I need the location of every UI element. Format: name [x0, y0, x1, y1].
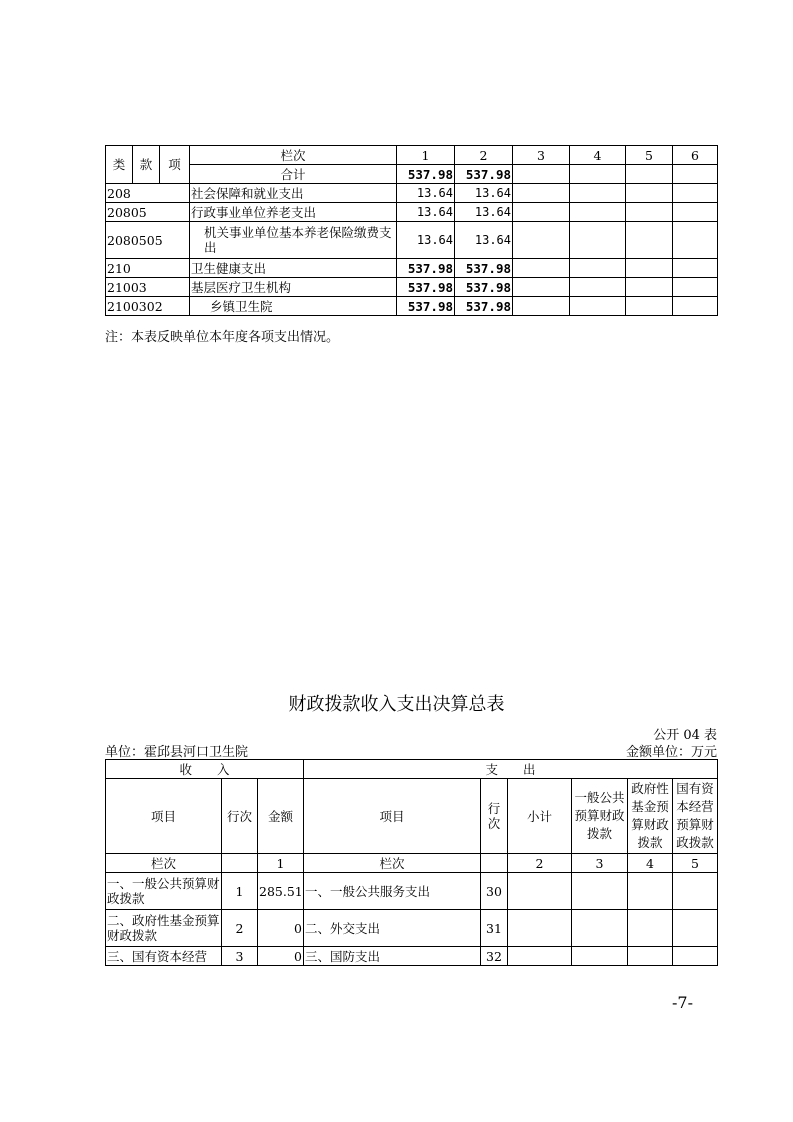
expense-row: 31	[481, 910, 508, 947]
row-value-2: 13.64	[455, 184, 513, 203]
row-value-1: 537.98	[397, 297, 455, 316]
row-code: 210	[106, 259, 190, 278]
expense-item: 二、外交支出	[304, 910, 481, 947]
row-name: 乡镇卫生院	[190, 297, 397, 316]
total-value-1: 537.98	[397, 165, 455, 184]
table-row	[106, 873, 718, 910]
row-code: 20805	[106, 203, 190, 222]
header-lanci: 栏次	[190, 146, 397, 165]
income-amount: 0	[258, 910, 304, 947]
col-state-capital: 国有资本经营预算财政拨款	[673, 779, 718, 854]
expense-item: 三、国防支出	[304, 947, 481, 966]
table-code: 公开 04 表	[653, 728, 717, 743]
row-value-1: 13.64	[397, 222, 455, 259]
total-label: 合计	[190, 165, 397, 184]
expense-row: 32	[481, 947, 508, 966]
row-value-2: 537.98	[455, 297, 513, 316]
lanci-num-4: 4	[628, 854, 673, 873]
row-name: 机关事业单位基本养老保险缴费支出	[190, 222, 397, 259]
page-title: 财政拨款收入支出决算总表	[288, 694, 505, 715]
row-value-2: 537.98	[455, 259, 513, 278]
income-item: 三、国有资本经营	[106, 947, 222, 966]
row-value-2: 13.64	[455, 203, 513, 222]
row-code: 2100302	[106, 297, 190, 316]
table-row	[106, 947, 718, 966]
lanci-num-3: 3	[572, 854, 628, 873]
lanci-label: 栏次	[106, 854, 222, 873]
header-col-1: 1	[397, 146, 455, 165]
income-row: 3	[222, 947, 258, 966]
table-row	[106, 203, 718, 222]
total-value-2: 537.98	[455, 165, 513, 184]
header-col-5: 5	[626, 146, 673, 165]
row-value-2: 13.64	[455, 222, 513, 259]
header-col-3: 3	[513, 146, 570, 165]
expenditure-table	[105, 145, 718, 316]
table-row	[106, 222, 718, 259]
table-row	[106, 910, 718, 947]
lanci-num-2: 2	[508, 854, 572, 873]
income-row: 2	[222, 910, 258, 947]
header-col-4: 4	[570, 146, 626, 165]
table-row	[106, 297, 718, 316]
income-amount: 285.51	[258, 873, 304, 910]
row-value-2: 537.98	[455, 278, 513, 297]
page-number: -7-	[672, 993, 693, 1012]
row-code: 208	[106, 184, 190, 203]
col-row-expense: 行次	[481, 779, 508, 854]
row-value-1: 13.64	[397, 203, 455, 222]
unit-name: 单位：霍邱县河口卫生院	[105, 745, 249, 760]
expense-header: 支 出	[304, 760, 718, 779]
header-col-2: 2	[455, 146, 513, 165]
expense-row: 30	[481, 873, 508, 910]
col-subtotal: 小计	[508, 779, 572, 854]
row-code: 21003	[106, 278, 190, 297]
row-value-1: 537.98	[397, 278, 455, 297]
row-value-1: 537.98	[397, 259, 455, 278]
row-name: 行政事业单位养老支出	[190, 203, 397, 222]
col-item-expense: 项目	[304, 779, 481, 854]
col-amount: 金额	[258, 779, 304, 854]
amount-unit: 金额单位：万元	[625, 745, 717, 760]
lanci-label-expense: 栏次	[304, 854, 481, 873]
table-note: 注：本表反映单位本年度各项支出情况。	[105, 330, 340, 345]
header-lei: 类	[106, 146, 133, 184]
col-row: 行次	[222, 779, 258, 854]
row-value-1: 13.64	[397, 184, 455, 203]
row-name: 社会保障和就业支出	[190, 184, 397, 203]
col-general-budget: 一般公共预算财政拨款	[572, 779, 628, 854]
row-name: 基层医疗卫生机构	[190, 278, 397, 297]
income-header: 收 入	[106, 760, 304, 779]
lanci-num-5: 5	[673, 854, 718, 873]
income-amount: 0	[258, 947, 304, 966]
table-row	[106, 259, 718, 278]
income-item: 二、政府性基金预算财政拨款	[106, 910, 222, 947]
header-col-6: 6	[673, 146, 718, 165]
row-code: 2080505	[106, 222, 190, 259]
expense-item: 一、一般公共服务支出	[304, 873, 481, 910]
header-kuan: 款	[133, 146, 160, 184]
col-item: 项目	[106, 779, 222, 854]
header-xiang: 项	[160, 146, 190, 184]
lanci-num-1: 1	[258, 854, 304, 873]
row-name: 卫生健康支出	[190, 259, 397, 278]
fiscal-summary-table	[105, 759, 718, 966]
table-row	[106, 278, 718, 297]
table-row	[106, 184, 718, 203]
col-fund-budget: 政府性基金预算财政拨款	[628, 779, 673, 854]
income-item: 一、一般公共预算财政拨款	[106, 873, 222, 910]
income-row: 1	[222, 873, 258, 910]
